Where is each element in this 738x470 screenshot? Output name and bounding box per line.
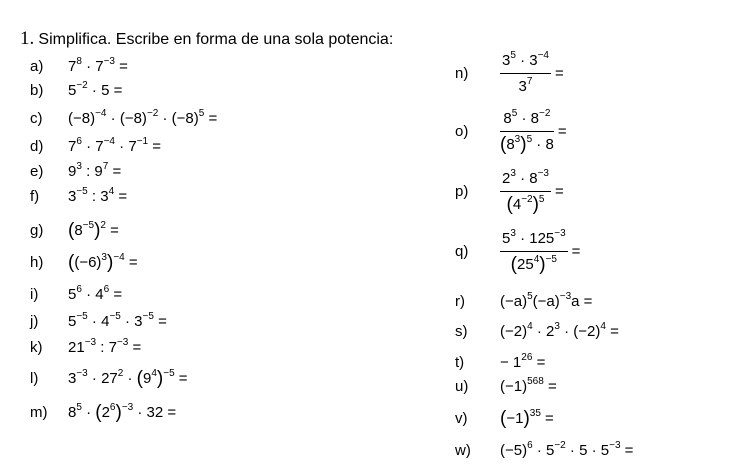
exercise-m [30,404,176,422]
item-label: k) [30,339,43,356]
item-label: i) [30,286,39,303]
item-label: q) [455,243,469,261]
item-label: f) [30,188,40,205]
item-label: t) [455,354,465,371]
expression: $(-2)^4 \cdot 2^3 \cdot (-2)^4$ = [500,321,619,340]
expression: $(-1)^{35}$ = [500,408,554,429]
item-label: e) [30,163,44,180]
item-label: s) [455,323,468,340]
expression: − $1^{26}$ = [500,352,546,371]
expression: $3^{-5}$ : $3^4$ = [68,186,128,205]
fraction: $\frac{2^3 \cdot 8^{-3}}{(4^{-2})^5}$ [502,168,549,215]
exercise-i [30,286,122,304]
item-label: p) [455,183,469,201]
exercise-h [30,254,138,272]
exercise-b [30,82,122,100]
exercise-l [30,370,188,388]
item-label: j) [30,313,39,330]
item-label: n) [455,65,469,83]
item-label: o) [455,123,469,141]
expression: $5^6 \cdot 4^6$ = [68,284,123,303]
exercise-w [455,442,633,460]
item-label: l) [30,370,39,387]
expression: $9^3$ : $9^7$ = [68,161,122,180]
exercise-o: o) $\frac{8^5 \cdot 8^{-2}}{(8^3)^5 \cdot 8}$ = [455,108,567,155]
item-label: a) [30,58,44,75]
expression: $7^8 \cdot 7^{-3}$ = [68,56,128,75]
exercise-g [30,222,119,240]
item-label: r) [455,293,465,310]
fraction: $\frac{8^5 \cdot 8^{-2}}{(8^3)^5 \cdot 8}$ [500,108,554,155]
item-label: b) [30,82,44,99]
exercise-v [455,410,554,428]
exercise-c [30,110,217,128]
exercise-title [20,28,393,50]
expression: $5^{-2} \cdot 5$ = [68,80,123,99]
exercise-t [455,354,545,372]
expression: $(-5)^6 \cdot 5^{-2} \cdot 5 \cdot 5^{-3}$ = [500,440,634,459]
exercise-instruction: Simplifica. Escribe en forma de una sola potencia: [38,31,394,48]
exercise-k [30,339,141,357]
item-label: m) [30,404,48,421]
expression: $((-6)^3)^{-4}$ = [68,252,138,273]
exercise-j [30,313,167,331]
expression: $21^{-3}$ : $7^{-3}$ = [68,337,142,356]
item-label: g) [30,222,44,239]
exercise-f [30,188,127,206]
exercise-e [30,163,121,181]
exercise-r [455,293,592,311]
exercise-d [30,138,161,156]
expression: $5^{-5} \cdot 4^{-5} \cdot 3^{-5}$ = [68,311,167,330]
exercise-p: p) $\frac{2^3 \cdot 8^{-3}}{(4^{-2})^5}$ = [455,168,564,215]
exercise-n: n) $\frac{3^5 \cdot 3^{-4}}{3^7}$ = [455,50,564,95]
fraction: $\frac{3^5 \cdot 3^{-4}}{3^7}$ [502,50,549,95]
exercise-a [30,58,128,76]
expression: $(8^{-5})^2$ = [68,220,119,241]
item-label: v) [455,410,468,427]
exercise-q: q) $\frac{5^3 \cdot 125^{-3}}{(25^4)^{-5}}$ = [455,228,581,275]
expression: $(-1)^{568}$ = [500,376,557,395]
expression: $7^6 \cdot 7^{-4} \cdot 7^{-1}$ = [68,136,162,155]
fraction: $\frac{5^3 \cdot 125^{-3}}{(25^4)^{-5}}$ [502,228,566,275]
item-label: u) [455,378,469,395]
expression: $(-a)^5(-a)^{-3}a$ = [500,291,593,310]
exercise-number: 1. [20,28,35,49]
item-label: w) [455,442,471,459]
expression: $3^{-3} \cdot 27^2 \cdot (9^4)^{-5}$ = [68,368,188,389]
exercise-u [455,378,557,396]
expression: $8^5 \cdot (2^6)^{-3} \cdot 32$ = [68,402,177,423]
expression: $(-8)^{-4} \cdot (-8)^{-2} \cdot (-8)^5$ = [68,108,218,127]
exercise-s [455,323,619,341]
item-label: d) [30,138,44,155]
item-label: h) [30,254,44,271]
item-label: c) [30,110,43,127]
